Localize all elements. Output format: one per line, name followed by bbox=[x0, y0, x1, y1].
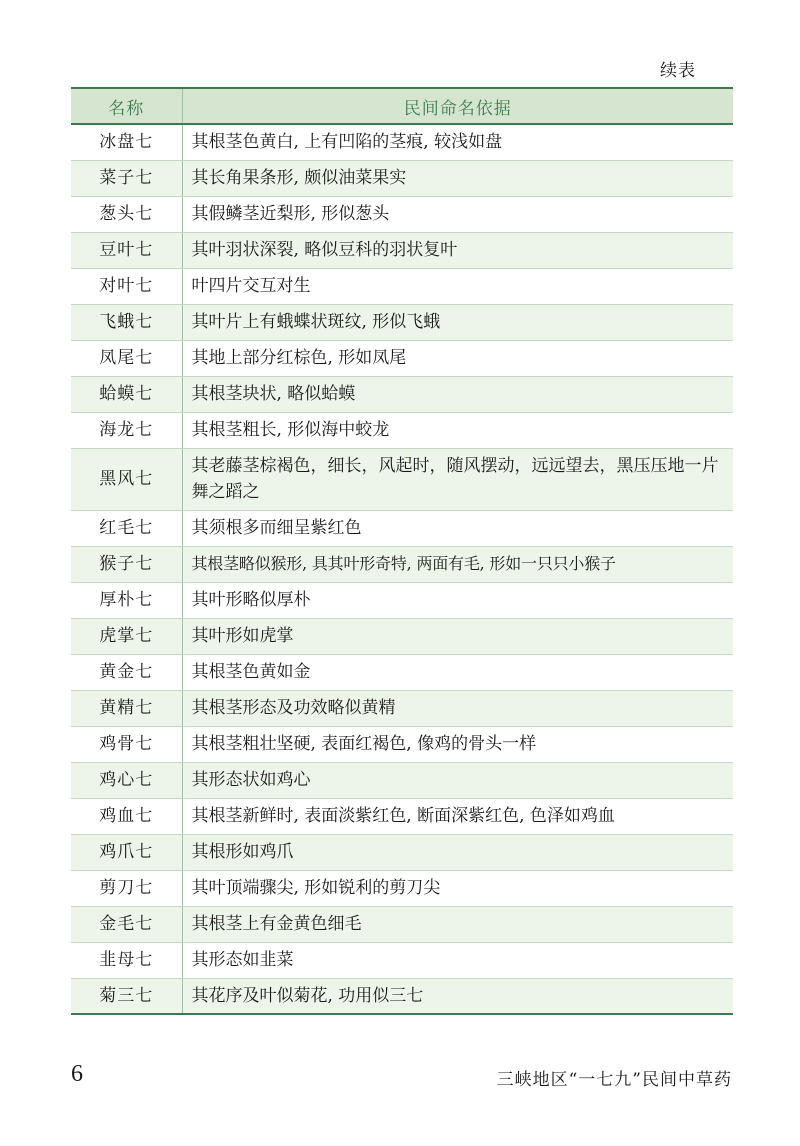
table-row bbox=[71, 510, 733, 546]
table-row bbox=[71, 618, 733, 654]
naming-basis-cell: 其叶片上有蛾蝶状斑纹, 形似飞蛾 bbox=[182, 304, 733, 340]
table-row bbox=[71, 582, 733, 618]
naming-basis-cell: 其根茎略似猴形, 具其叶形奇特, 两面有毛, 形如一只只小猴子 bbox=[182, 546, 733, 582]
naming-basis-cell: 其假鳞茎近梨形, 形似葱头 bbox=[182, 196, 733, 232]
herb-name-cell: 韭母七 bbox=[71, 942, 182, 978]
table-row bbox=[71, 546, 733, 582]
running-footer-title: 三峡地区“一七九”民间中草药 bbox=[496, 1070, 732, 1090]
table-row bbox=[71, 232, 733, 268]
herb-name-cell: 鸡骨七 bbox=[71, 726, 182, 762]
naming-basis-cell: 其根茎粗长, 形似海中蛟龙 bbox=[182, 412, 733, 448]
table-row bbox=[71, 654, 733, 690]
naming-basis-cell: 其长角果条形, 颇似油菜果实 bbox=[182, 160, 733, 196]
table-row bbox=[71, 268, 733, 304]
herb-name-cell: 鸡血七 bbox=[71, 798, 182, 834]
herb-name-cell: 菜子七 bbox=[71, 160, 182, 196]
herb-naming-table bbox=[71, 87, 733, 1015]
table-row bbox=[71, 376, 733, 412]
herb-name-cell: 红毛七 bbox=[71, 510, 182, 546]
table-row bbox=[71, 690, 733, 726]
naming-basis-cell: 其根茎色黄如金 bbox=[182, 654, 733, 690]
page-number: 6 bbox=[71, 1061, 83, 1087]
naming-basis-cell: 其叶形略似厚朴 bbox=[182, 582, 733, 618]
naming-basis-cell: 其根茎块状, 略似蛤蟆 bbox=[182, 376, 733, 412]
table-row bbox=[71, 412, 733, 448]
naming-basis-cell: 其根形如鸡爪 bbox=[182, 834, 733, 870]
naming-basis-cell: 其地上部分红棕色, 形如凤尾 bbox=[182, 340, 733, 376]
herb-name-cell: 猴子七 bbox=[71, 546, 182, 582]
herb-name-cell: 葱头七 bbox=[71, 196, 182, 232]
table-row bbox=[71, 906, 733, 942]
naming-basis-cell: 其花序及叶似菊花, 功用似三七 bbox=[182, 978, 733, 1014]
column-header-name: 名称 bbox=[71, 88, 182, 124]
table-row bbox=[71, 304, 733, 340]
naming-basis-cell: 其根茎新鲜时, 表面淡紫红色, 断面深紫红色, 色泽如鸡血 bbox=[182, 798, 733, 834]
herb-name-cell: 鸡爪七 bbox=[71, 834, 182, 870]
herb-name-cell: 虎掌七 bbox=[71, 618, 182, 654]
herb-name-cell: 黄金七 bbox=[71, 654, 182, 690]
herb-name-cell: 菊三七 bbox=[71, 978, 182, 1014]
herb-name-cell: 黄精七 bbox=[71, 690, 182, 726]
naming-basis-cell: 其叶形如虎掌 bbox=[182, 618, 733, 654]
herb-name-cell: 剪刀七 bbox=[71, 870, 182, 906]
continued-label: 续表 bbox=[660, 61, 696, 81]
herb-name-cell: 蛤蟆七 bbox=[71, 376, 182, 412]
naming-basis-cell: 其根茎形态及功效略似黄精 bbox=[182, 690, 733, 726]
naming-basis-cell: 其根茎色黄白, 上有凹陷的茎痕, 较浅如盘 bbox=[182, 124, 733, 160]
naming-basis-cell: 其根茎上有金黄色细毛 bbox=[182, 906, 733, 942]
table-row bbox=[71, 448, 733, 510]
table-row bbox=[71, 124, 733, 160]
table-row bbox=[71, 160, 733, 196]
table-row bbox=[71, 978, 733, 1014]
naming-basis-cell: 其根茎粗壮坚硬, 表面红褐色, 像鸡的骨头一样 bbox=[182, 726, 733, 762]
herb-name-cell: 对叶七 bbox=[71, 268, 182, 304]
naming-basis-cell: 其叶顶端骤尖, 形如锐利的剪刀尖 bbox=[182, 870, 733, 906]
herb-name-cell: 冰盘七 bbox=[71, 124, 182, 160]
naming-basis-cell: 其老藤茎棕褐色，细长，风起时，随风摆动，远远望去，黑压压地一片舞之蹈之 bbox=[182, 448, 733, 510]
herb-name-cell: 海龙七 bbox=[71, 412, 182, 448]
naming-basis-cell: 叶四片交互对生 bbox=[182, 268, 733, 304]
column-header-basis: 民间命名依据 bbox=[182, 88, 733, 124]
herb-name-cell: 鸡心七 bbox=[71, 762, 182, 798]
naming-basis-cell: 其须根多而细呈紫红色 bbox=[182, 510, 733, 546]
naming-basis-cell: 其形态状如鸡心 bbox=[182, 762, 733, 798]
table-row bbox=[71, 834, 733, 870]
naming-basis-cell: 其叶羽状深裂, 略似豆科的羽状复叶 bbox=[182, 232, 733, 268]
table-row bbox=[71, 196, 733, 232]
herb-name-cell: 凤尾七 bbox=[71, 340, 182, 376]
herb-name-cell: 豆叶七 bbox=[71, 232, 182, 268]
herb-name-cell: 厚朴七 bbox=[71, 582, 182, 618]
herb-name-cell: 黑风七 bbox=[71, 448, 182, 510]
table-row bbox=[71, 340, 733, 376]
herb-name-cell: 金毛七 bbox=[71, 906, 182, 942]
table-row bbox=[71, 762, 733, 798]
table-row bbox=[71, 798, 733, 834]
table-header-row bbox=[71, 88, 733, 124]
herb-name-cell: 飞蛾七 bbox=[71, 304, 182, 340]
table-row bbox=[71, 726, 733, 762]
table-row bbox=[71, 942, 733, 978]
naming-basis-cell: 其形态如韭菜 bbox=[182, 942, 733, 978]
table-row bbox=[71, 870, 733, 906]
